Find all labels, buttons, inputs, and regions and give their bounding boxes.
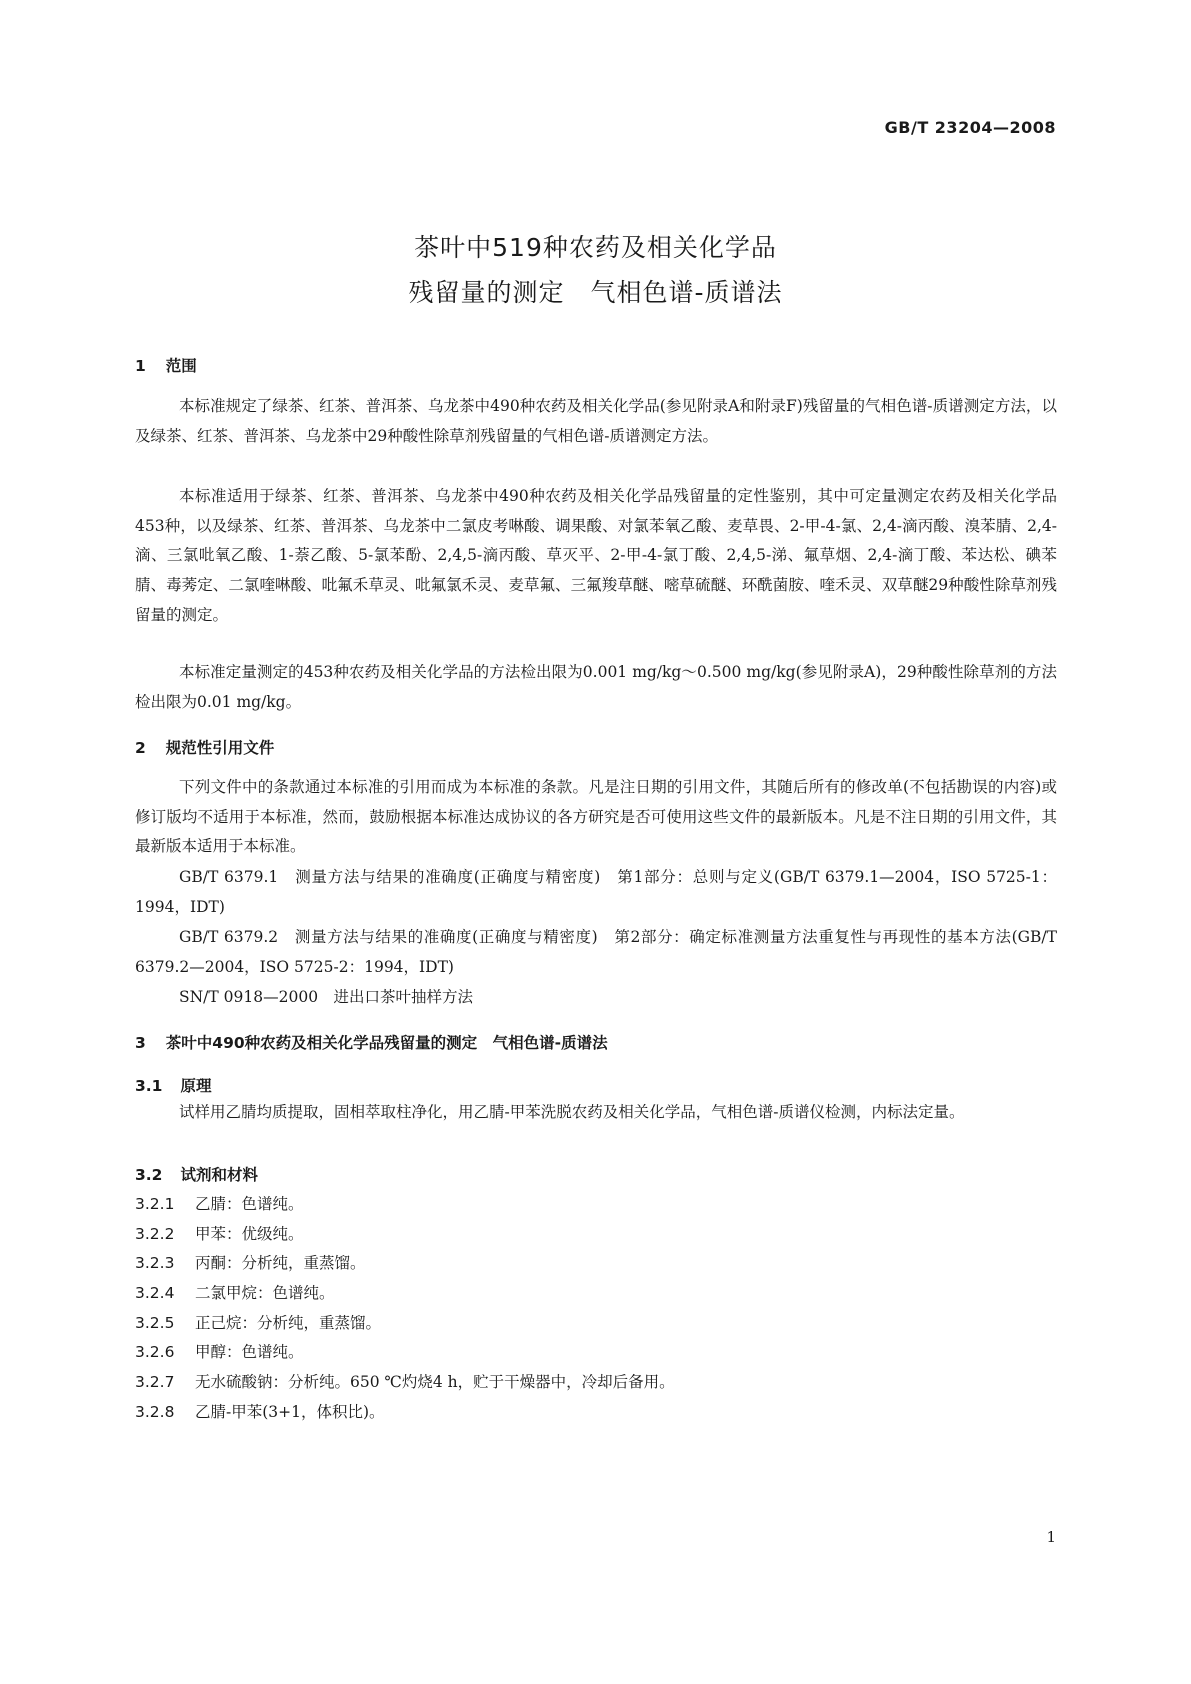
section-2-heading [135,736,274,758]
document-title-line-1: 茶叶中519种农药及相关化学品 [414,233,777,262]
subsection-3-1-text: 试样用乙腈均质提取，固相萃取柱净化，用乙腈-甲苯洗脱农药及相关化学品，气相色谱-质谱仪检测，内标法定量。 [179,1103,965,1121]
section-title: 范围 [165,357,197,375]
section-number: 3 [135,1034,146,1052]
section-1-paragraph-3: 本标准定量测定的453种农药及相关化学品的方法检出限为0.001 mg/kg～0.500 mg/kg(参见附录A)，29种酸性除草剂的方法检出限为0.01 mg/kg。 [135,663,1057,711]
item-number: 3.2.3 [135,1254,175,1272]
item-text: 甲醇：色谱纯。 [195,1343,304,1361]
section-title: 规范性引用文件 [165,739,275,757]
item-number: 3.2.1 [135,1195,175,1213]
subsection-3-2-heading [135,1163,258,1185]
reagent-item [135,1400,385,1422]
reagent-item [135,1192,304,1214]
subsection-title: 原理 [180,1077,212,1095]
section-1-heading [135,354,197,376]
reagent-item [135,1222,304,1244]
item-text: 正己烷：分析纯，重蒸馏。 [195,1314,382,1332]
section-title: 茶叶中490种农药及相关化学品残留量的测定 气相色谱-质谱法 [165,1034,608,1052]
standard-code: GB/T 23204—2008 [884,118,1056,137]
reference-item: GB/T 6379.2 测量方法与结果的准确度(正确度与精密度) 第2部分：确定标准测量方法重复性与再现性的基本方法(GB/T 6379.2—2004，ISO 5725-2：1994，IDT) [135,928,1057,976]
section-1-paragraph-2: 本标准适用于绿茶、红茶、普洱茶、乌龙茶中490种农药及相关化学品残留量的定性鉴别，其中可定量测定农药及相关化学品453种，以及绿茶、红茶、普洱茶、乌龙茶中二氯皮考啉酸、调果酸、对氯苯氧乙酸、麦草畏、2-甲-4-氯、2,4-滴丙酸、溴苯腈、2,4-滴、三氯吡氧乙酸、1-萘乙酸、5-氯苯酚、2,4,5-滴丙酸、草灭平、2-甲-4-氯丁酸、2,4,5-涕、氟草烟、2,4-滴丁酸、苯达松、碘苯腈、毒莠定、二氯喹啉酸、吡氟禾草灵、吡氟氯禾灵、麦草氟、三氟羧草醚、嘧草硫醚、环酰菌胺、喹禾灵、双草醚29种酸性除草剂残留量的测定。 [135,487,1057,624]
page-number: 1 [1046,1528,1056,1546]
subsection-number: 3.1 [135,1077,163,1095]
item-text: 二氯甲烷：色谱纯。 [195,1284,335,1302]
section-1-paragraph-1: 本标准规定了绿茶、红茶、普洱茶、乌龙茶中490种农药及相关化学品(参见附录A和附录F)残留量的气相色谱-质谱测定方法，以及绿茶、红茶、普洱茶、乌龙茶中29种酸性除草剂残留量的气相色谱-质谱测定方法。 [135,397,1057,445]
item-number: 3.2.8 [135,1403,175,1421]
item-text: 乙腈：色谱纯。 [195,1195,304,1213]
item-number: 3.2.5 [135,1314,175,1332]
section-2-intro: 下列文件中的条款通过本标准的引用而成为本标准的条款。凡是注日期的引用文件，其随后所有的修改单(不包括勘误的内容)或修订版均不适用于本标准，然而，鼓励根据本标准达成协议的各方研究是否可使用这些文件的最新版本。凡是不注日期的引用文件，其最新版本适用于本标准。 [135,778,1057,856]
section-number: 2 [135,739,146,757]
reference-item: SN/T 0918—2000 进出口茶叶抽样方法 [179,988,474,1006]
item-number: 3.2.7 [135,1373,175,1391]
document-title-line-2: 残留量的测定 气相色谱-质谱法 [408,278,783,307]
reagent-item [135,1281,335,1303]
reagent-item [135,1370,675,1392]
item-number: 3.2.2 [135,1225,175,1243]
item-text: 乙腈-甲苯(3+1，体积比)。 [195,1403,385,1421]
reagent-item [135,1340,304,1362]
subsection-number: 3.2 [135,1166,163,1184]
reagent-item [135,1251,366,1273]
subsection-3-1-heading [135,1074,211,1096]
item-text: 丙酮：分析纯，重蒸馏。 [195,1254,366,1272]
subsection-title: 试剂和材料 [180,1166,258,1184]
reagent-item [135,1311,381,1333]
section-3-heading [135,1031,608,1053]
reference-item: GB/T 6379.1 测量方法与结果的准确度(正确度与精密度) 第1部分：总则与定义(GB/T 6379.1—2004，ISO 5725-1：1994，IDT) [135,868,1057,916]
item-number: 3.2.4 [135,1284,175,1302]
item-text: 甲苯：优级纯。 [195,1225,304,1243]
section-number: 1 [135,357,146,375]
item-number: 3.2.6 [135,1343,175,1361]
item-text: 无水硫酸钠：分析纯。650 ℃灼烧4 h，贮于干燥器中，冷却后备用。 [195,1373,675,1391]
